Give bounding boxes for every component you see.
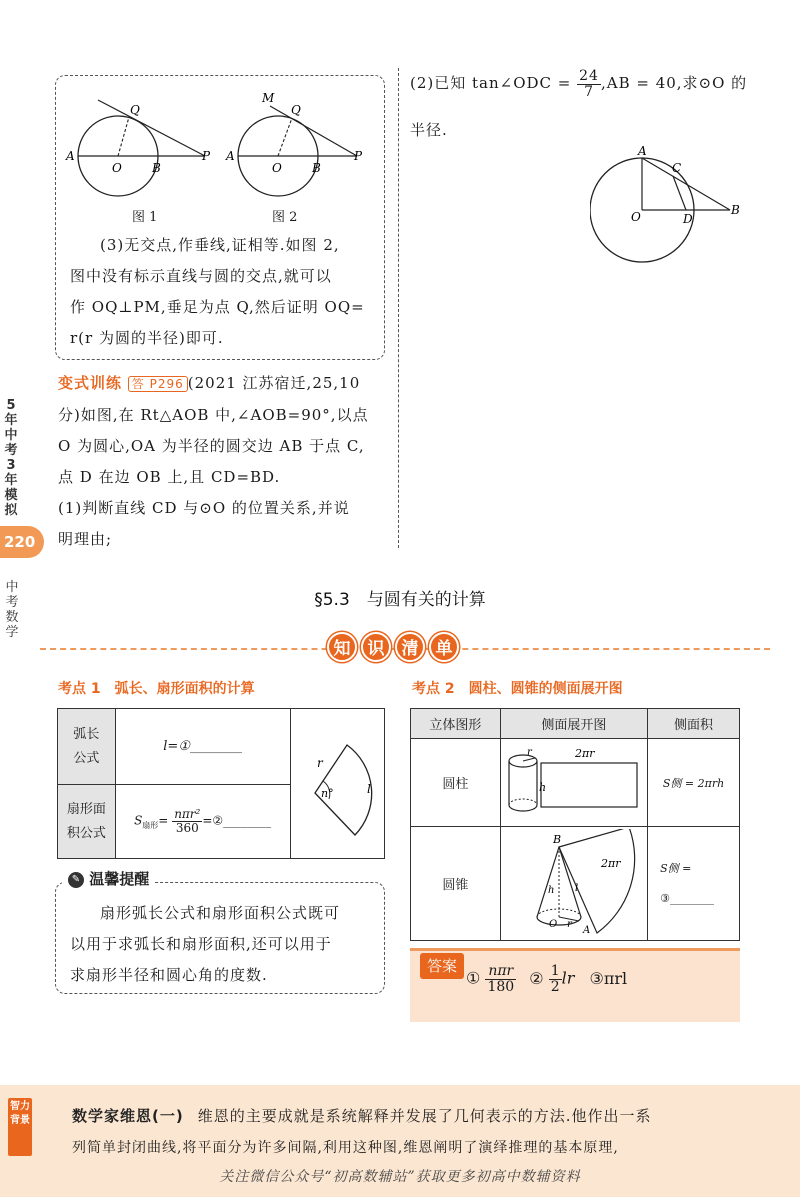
answer-2-tail: lr: [561, 968, 575, 988]
banner-char-2: 识: [361, 632, 391, 662]
fig2-label-a: A: [226, 149, 235, 163]
cone-right-edge: [559, 847, 581, 917]
kp2-header-net: 侧面展开图: [500, 709, 647, 739]
exercise-first-line: [58, 368, 393, 400]
knowledge-list-banner: [325, 632, 465, 664]
kp1-row1-formula: l=①________: [115, 709, 290, 785]
answer-1-mark: ①: [466, 968, 481, 988]
cone-label-l: l: [574, 883, 578, 894]
kp1-row2-fraction: [172, 808, 202, 834]
sector-label-r: r: [316, 756, 323, 770]
kp2-row2-name: 圆锥: [411, 827, 501, 941]
q2-fraction: [577, 69, 601, 99]
method-line-3: 作 OQ⊥PM,垂足为点 Q,然后证明 OQ=: [70, 298, 365, 316]
kp1-row2-den: 360: [175, 821, 199, 835]
tip-title: [62, 868, 155, 889]
fig1-label-o: O: [112, 161, 122, 175]
cone-label-circ: 2πr: [600, 857, 621, 870]
cone-left-edge: [537, 847, 559, 917]
section-heading: §5.3 与圆有关的计算: [314, 590, 486, 610]
q2-frac-num: 24: [579, 67, 599, 84]
method-line-1: (3)无交点,作垂线,证相等.如图 2,: [100, 236, 340, 254]
answer-1-fraction: [485, 964, 516, 994]
kp2-row2-area: [648, 827, 740, 941]
cone-label-h: h: [547, 885, 555, 896]
footer-line-2: 列简单封闭曲线,将平面分为许多间隔,利用这种图,维恩阐明了演绎推理的基本原理,: [72, 1140, 619, 1156]
page-number: 220: [0, 526, 44, 558]
kp2-header-area: 侧面积: [648, 709, 740, 739]
fig2-label-b: B: [312, 161, 321, 175]
cylinder-bottom-front: [509, 805, 537, 811]
figure-1: [65, 100, 211, 196]
book-series-label: 5年中考3年模拟: [4, 398, 18, 518]
exercise-line-2: O 为圆心,OA 为半径的圆交边 AB 于点 C,: [58, 437, 365, 455]
footer-line-1-text: 维恩的主要成就是系统解释并发展了几何表示的方法.他作出一系: [197, 1107, 652, 1125]
fig1-caption: 图 1: [132, 210, 158, 225]
banner-char-1: 知: [327, 632, 357, 662]
cylinder-label-h: h: [538, 781, 546, 794]
fig2-label-o: O: [272, 161, 282, 175]
kp2-header-solid: 立体图形: [411, 709, 501, 739]
fig1-label-q: Q: [130, 103, 140, 117]
kp2-row-cylinder: [411, 739, 740, 827]
kp1-row1-label-a: 弧长: [73, 726, 100, 742]
tip-line-1: 扇形弧长公式和扇形面积公式既可: [100, 904, 341, 922]
kp2-row2-area-a: S侧 =: [660, 861, 692, 875]
fig1-label-p: P: [202, 149, 211, 163]
cone-diagram: [501, 829, 647, 939]
kp1-row2-eq: =: [158, 814, 169, 828]
q2-prefix: (2)已知 tan∠ODC =: [410, 74, 572, 92]
kp2-header-row: [411, 709, 740, 739]
method-line-2: 图中没有标示直线与圆的交点,就可以: [70, 267, 332, 285]
fig2-label-q: Q: [291, 103, 301, 117]
answer-1-den: 180: [487, 978, 515, 995]
kp2-title: 考点 2 圆柱、圆锥的侧面展开图: [412, 681, 623, 697]
fig2-label-p: P: [354, 149, 363, 163]
cylinder-diagram: [501, 741, 647, 825]
cone-label-b: B: [552, 833, 561, 846]
method-line-4: r(r 为圆的半径)即可.: [70, 329, 224, 347]
answer-content: [466, 964, 627, 994]
column-divider: [398, 68, 399, 548]
fig1-label-a: A: [66, 149, 75, 163]
exercise: [58, 368, 393, 555]
kp2-cone-net: [500, 827, 647, 941]
watermark-text: 关注微信公众号“初高数辅站”获取更多初高中数辅资料: [219, 1169, 581, 1185]
cone-label-o: O: [548, 919, 557, 930]
kp1-title: 考点 1 弧长、扇形面积的计算: [58, 681, 255, 697]
kp2-row-cone: [411, 827, 740, 941]
cylinder-bottom-back: [509, 799, 537, 805]
cone-base-front: [537, 917, 581, 925]
fig1-radius-oq: [118, 117, 129, 156]
kp1-row2-tail: =②________: [202, 814, 272, 828]
kp2-cylinder-net: [500, 739, 647, 827]
kp1-row2-sub: 扇形: [142, 821, 159, 831]
cylinder-label-circ: 2πr: [574, 747, 595, 760]
q2-figure: [590, 145, 750, 270]
question-2: [410, 68, 770, 99]
kp2-row1-area: S侧 = 2πrh: [648, 739, 740, 827]
footer-line-1: [72, 1100, 782, 1132]
q2-label-c: C: [672, 161, 682, 175]
kp1-row2-label-b: 积公式: [66, 825, 106, 841]
tip-title-text: 温馨提醒: [89, 870, 150, 888]
q2-line-2: 半径.: [410, 121, 448, 139]
exercise-line-3: 点 D 在边 OB 上,且 CD=BD.: [58, 468, 281, 486]
kp1-sector-cell: [290, 709, 384, 859]
kp1-row2-label: [58, 785, 116, 859]
method-text: [70, 230, 382, 354]
cone-label-r: r: [566, 919, 572, 930]
kp1-table: [57, 708, 385, 859]
tangent-figures: [60, 88, 380, 208]
answer-1-num: nπr: [485, 964, 516, 980]
exercise-line-4: (1)判断直线 CD 与⊙O 的位置关系,并说: [58, 499, 350, 517]
answer-2-fraction: [549, 964, 562, 994]
answer-3: ③πrl: [589, 968, 628, 988]
answer-page-ref[interactable]: 答 P296: [128, 376, 188, 392]
kp1-row1-label: [58, 709, 116, 785]
exercise-title: 变式训练: [58, 374, 123, 392]
q2-frac-den: 7: [584, 83, 595, 100]
kp2-row2-area-b: ③________: [660, 891, 714, 905]
fig1-tangent-line: [98, 100, 205, 156]
banner-char-3: 清: [395, 632, 425, 662]
banner-char-4: 单: [429, 632, 459, 662]
tip-text: [70, 898, 382, 991]
answer-2-num: 1: [550, 963, 560, 979]
kp1-row2-label-a: 扇形面: [66, 801, 106, 817]
fig2-label-m: M: [262, 91, 275, 105]
cylinder-radius: [523, 758, 535, 761]
kp1-row2-s: S: [134, 814, 143, 828]
kp1-row2-num: nπr²: [174, 807, 201, 822]
footer-text: [72, 1100, 782, 1164]
kp1-row2-formula: [115, 785, 290, 859]
footer-title: 数学家维恩(一): [72, 1107, 184, 1125]
exercise-line-5: 明理由;: [58, 530, 113, 548]
tip-line-2: 以用于求弧长和扇形面积,还可以用于: [70, 935, 332, 953]
fig2-perpendicular-oq: [278, 118, 292, 156]
cylinder-lateral-rect: [538, 763, 637, 807]
fig2-line-pm: [270, 106, 357, 156]
pencil-icon: ✎: [68, 872, 84, 888]
kp1-row-arc: [58, 709, 385, 785]
kp2-row1-name: 圆柱: [411, 739, 501, 827]
q2-label-a: A: [638, 145, 647, 158]
q2-segment-ab: [642, 158, 730, 210]
cone-label-a: A: [582, 925, 590, 936]
sector-label-l: l: [366, 782, 371, 796]
footer-side-label: 智力背景: [8, 1098, 32, 1156]
q2-label-b: B: [731, 203, 740, 217]
cylinder-label-r: r: [526, 747, 532, 758]
answer-2-mark: ②: [529, 968, 544, 988]
sector-diagram: [291, 713, 384, 853]
q2-suffix: ,AB = 40,求⊙O 的: [600, 74, 748, 92]
kp1-row1-label-b: 公式: [73, 750, 100, 766]
exercise-line-1: 分)如图,在 Rt△AOB 中,∠AOB=90°,以点: [58, 406, 369, 424]
exercise-source: (2021 江苏宿迁,25,10: [187, 374, 361, 392]
answer-2-den: 2: [550, 978, 560, 995]
answer-tag: 答案: [420, 953, 464, 979]
subject-label: 中考数学: [5, 580, 19, 640]
fig2-caption: 图 2: [272, 210, 298, 225]
q2-label-o: O: [631, 210, 641, 224]
tip-line-3: 求扇形半径和圆心角的度数.: [70, 966, 268, 984]
kp2-table: [410, 708, 740, 941]
q2-label-d: D: [683, 212, 693, 226]
fig1-label-b: B: [152, 161, 161, 175]
cone-lateral-sector: [559, 829, 635, 933]
sector-label-n: n°: [320, 787, 334, 800]
figure-2: [225, 91, 363, 196]
q2-segment-cd: [673, 176, 686, 210]
